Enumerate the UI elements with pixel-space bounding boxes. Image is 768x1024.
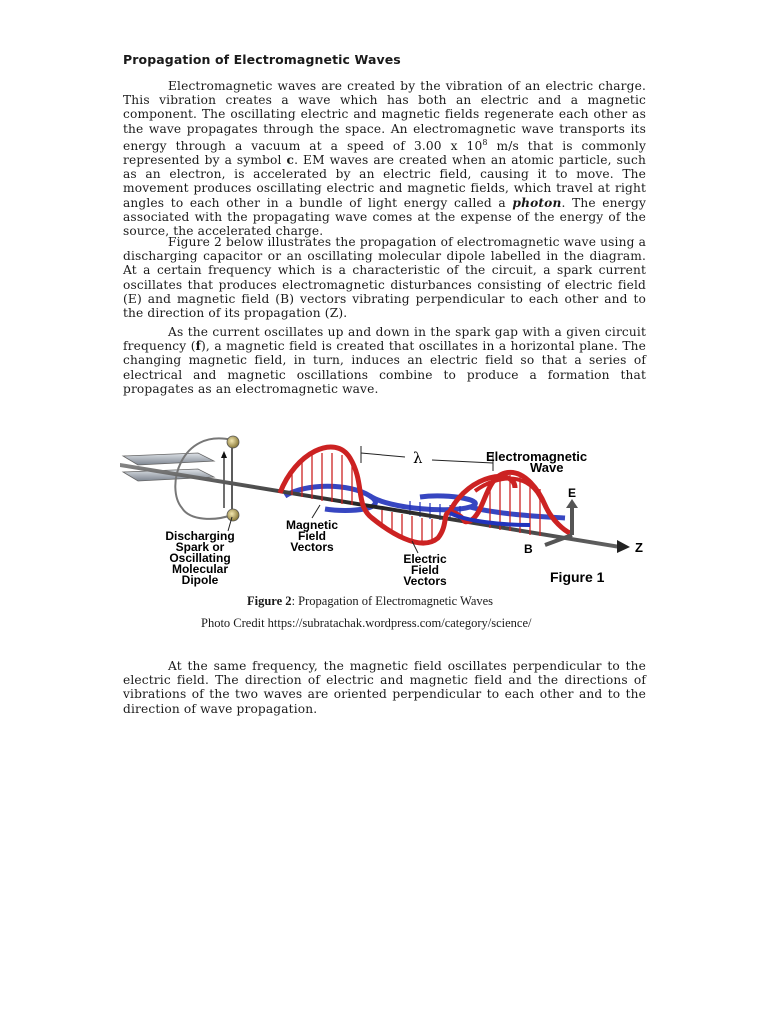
spark-ball-top — [227, 436, 239, 448]
em-wave-label-1: Electromagnetic — [486, 449, 588, 464]
paragraph-perpendicular: At the same frequency, the magnetic field oscillates perpendicular to the electric field. The direction of electric and magnetic field and the directions of vibrations of the two waves are oriented perpendicular to each other and to the direction of wave propagation. — [123, 659, 646, 716]
p1-exponent: 8 — [482, 137, 488, 147]
p1-photon: photon — [512, 195, 562, 210]
p1-symbol-c: c — [286, 153, 295, 168]
caption-text: : Propagation of Electromagnetic Waves — [291, 594, 494, 608]
lambda-line-right — [432, 460, 493, 463]
em-wave-label-2: Wave — [530, 460, 564, 475]
p3-frequency-f: f — [195, 339, 202, 354]
discharging-line-5: Dipole — [181, 573, 219, 587]
capacitor-plate-top — [123, 453, 214, 465]
p1-after-speed: m/s that is commonly represented by a symbol — [123, 138, 646, 168]
discharging-line-2: Spark or — [175, 540, 225, 554]
figure1-label: Figure 1 — [550, 569, 605, 585]
p1-end: . The energy associated with the propagating wave comes at the expense of the energy of the source, the accelerated charge. — [123, 195, 646, 239]
lambda-label: λ — [413, 449, 423, 467]
e-label: E — [568, 486, 577, 500]
z-label: Z — [635, 540, 643, 555]
paragraph-oscillation — [123, 325, 646, 396]
spark-ball-bottom — [227, 509, 239, 521]
p3-after: ), a magnetic field is created that oscillates in a horizontal plane. The changing magnetic field, in turn, induces an electric field so that a series of electrical and magnetic oscillations combine to produce a formation that propagates as an electromagnetic wave. — [123, 339, 646, 396]
magnetic-label — [286, 518, 338, 554]
p1-before: Electromagnetic waves are created by the vibration of an electric charge. This vibration creates a wave which has both an electric and a magnetic component. The oscillating electric and magnetic fields regenerate each other as the wave propagates through the space. An electromagnetic wave transports its energy through a vacuum at a speed of 3.00 x 10 — [123, 79, 646, 153]
z-arrowhead — [617, 540, 630, 553]
dipole-arrowhead — [221, 451, 227, 458]
discharging-line-4: Molecular — [171, 562, 229, 576]
electric-line-2: Field — [410, 563, 440, 577]
b-label: B — [524, 542, 533, 556]
magnetic-pointer — [312, 505, 320, 518]
em-wave-figure — [120, 413, 655, 593]
magnetic-line-3: Vectors — [290, 540, 334, 554]
p1-middle: . EM waves are created when an atomic particle, such as an electron, is accelerated by an electric field, causing it to move. The movement produces oscillating electric and magnetic fields, which travel at right angles to each other in a bundle of light energy called a — [123, 153, 647, 210]
discharging-line-1: Discharging — [165, 529, 235, 543]
section-title: Propagation of Electromagnetic Waves — [123, 52, 401, 67]
lambda-line-left — [361, 453, 405, 457]
discharging-line-3: Oscillating — [169, 551, 231, 565]
figure-caption — [247, 594, 493, 609]
caption-label: Figure 2 — [247, 594, 292, 608]
photo-credit: Photo Credit https://subratachak.wordpress.com/category/science/ — [201, 616, 532, 630]
p3-before: As the current oscillates up and down in the spark gap with a given circuit frequency ( — [123, 325, 646, 354]
paragraph-figure-intro: Figure 2 below illustrates the propagation of electromagnetic wave using a discharging capacitor or an oscillating molecular dipole labelled in the diagram. At a certain frequency which is a characteristic of the circuit, a spark current oscillates that produces electromagnetic disturbances consisting of electric field (E) and magnetic field (B) vectors vibrating perpendicular to each other and to the direction of its propagation (Z). — [123, 235, 646, 321]
magnetic-line-2: Field — [297, 529, 327, 543]
paragraph-intro — [123, 79, 646, 238]
electric-line-1: Electric — [403, 552, 447, 566]
e-arrowhead — [566, 499, 578, 508]
discharging-label — [165, 529, 234, 587]
magnetic-line-1: Magnetic — [285, 518, 339, 532]
electric-label — [403, 552, 447, 588]
electric-line-3: Vectors — [403, 574, 447, 588]
